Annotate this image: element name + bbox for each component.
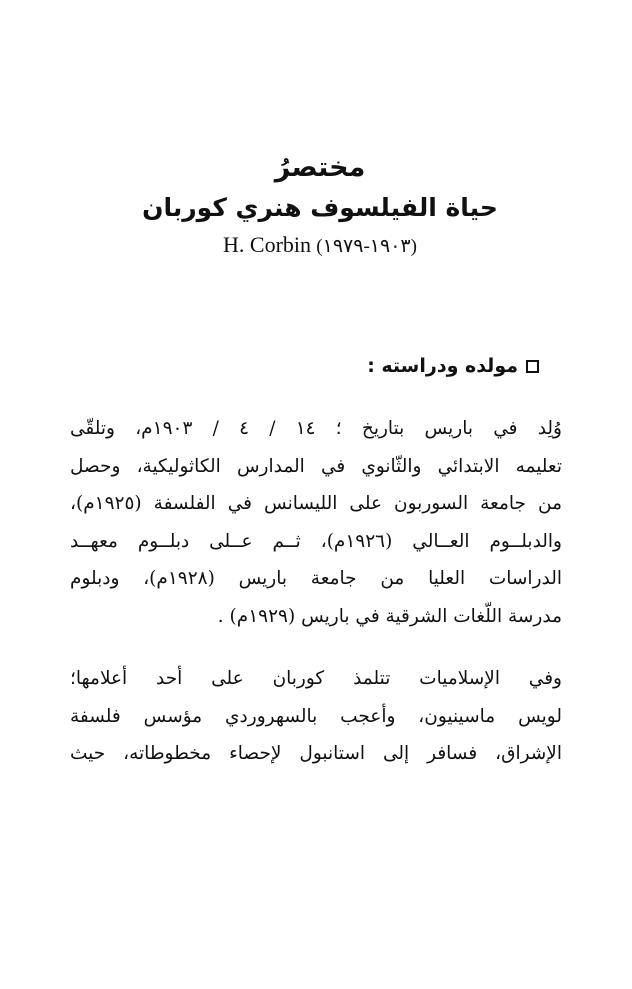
paragraph-line: وفي الإسلاميات تتلمذ كوربان على أحد أعلامها؛ (70, 668, 562, 689)
paragraph-line: وُلِد في باريس بتاريخ ؛ ١٤ / ٤ / ١٩٠٣م، وتلقّى (70, 418, 562, 439)
page-subtitle: حياة الفيلسوف هنري كوربان (142, 193, 498, 222)
paragraph (70, 410, 562, 635)
paragraph-line: الدراسات العليا من جامعة باريس (١٩٢٨م)، ودبلوم (70, 568, 562, 589)
section-heading-text: مولده ودراسته : (367, 355, 518, 377)
latin-name: H. Corbin (223, 232, 312, 257)
paragraph-line: مدرسة اللّغات الشرقية في باريس (١٩٢٩م) . (217, 605, 562, 627)
paragraph (70, 660, 562, 773)
lifespan-dates: (١٩٠٣-١٩٧٩) (316, 236, 417, 257)
paragraph-line: تعليمه الابتدائي والثّانوي في المدارس الكاثوليكية، وحصل (70, 455, 562, 477)
paragraph-line: لويس ماسينيون، وأعجب بالسهروردي مؤسس فلسفة (70, 705, 562, 727)
paragraph-line: الإشراق، فسافر إلى استانبول لإحصاء مخطوطاته، حيث (70, 743, 562, 764)
paragraph-line: من جامعة السوربون على الليسانس في الفلسفة (١٩٢٥م)، (70, 493, 562, 514)
section-heading (367, 352, 539, 380)
author-name-and-dates (60, 230, 580, 262)
square-bullet-icon (526, 360, 539, 373)
page-title: مختصرُ (274, 152, 366, 183)
paragraph-line: والدبلــوم العــالي (١٩٢٦م)، ثــم عــلى دبلــوم معهــد (70, 530, 562, 552)
